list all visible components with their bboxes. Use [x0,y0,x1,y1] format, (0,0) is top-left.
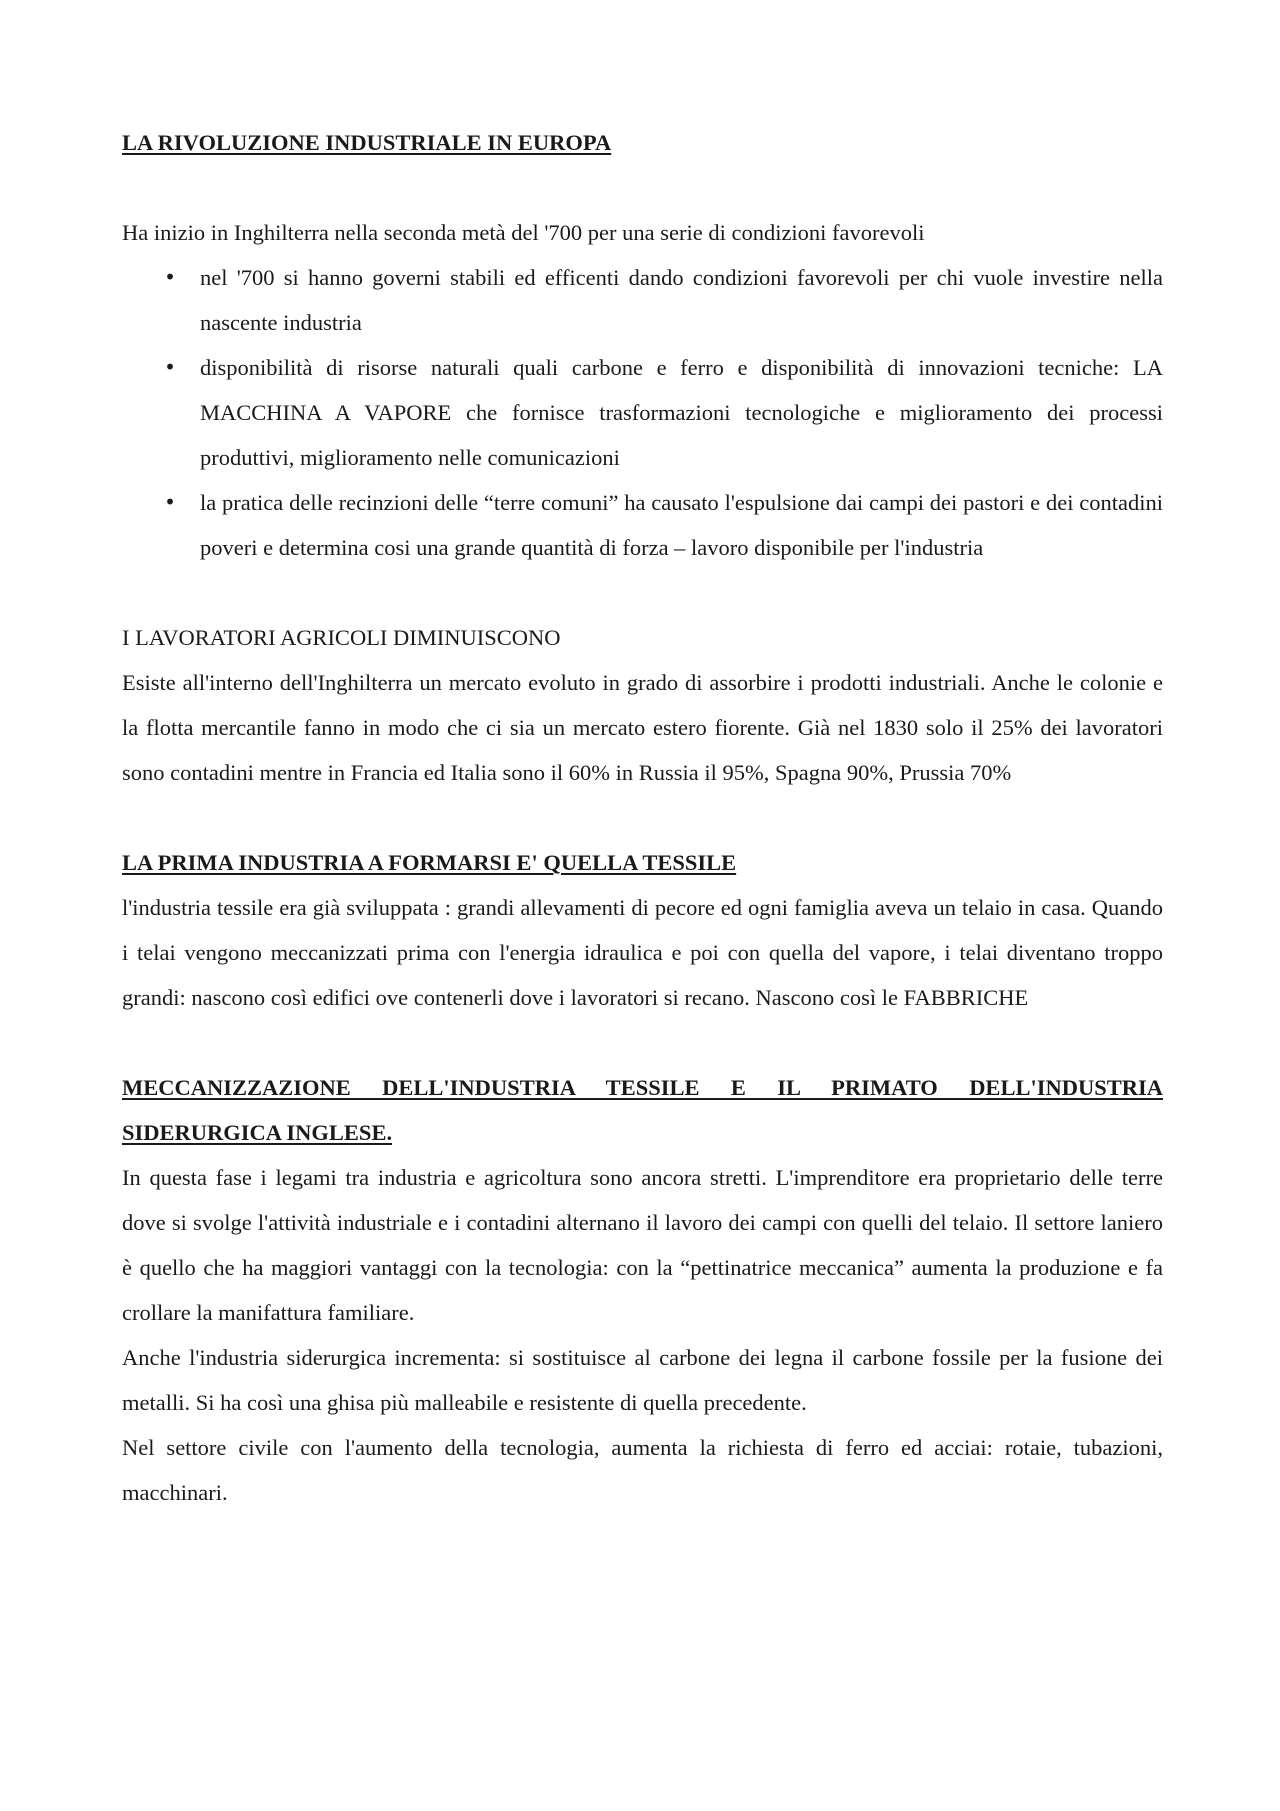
spacer [122,570,1163,615]
section-heading-textile: LA PRIMA INDUSTRIA A FORMARSI E' QUELLA TESSILE [122,850,737,875]
section-paragraph-agriculture-links: In questa fase i legami tra industria e agricoltura sono ancora stretti. L'imprenditore era proprietario delle terre dove si svolge l'attività industriale e i contadini alternano il lavoro dei campi con quelli del telaio. Il settore laniero è quello che ha maggiori vantaggi con la tecnologia: con la “pettinatrice meccanica” aumenta la produzione e fa crollare la manifattura familiare. [122,1165,1163,1325]
section-heading-agricultural-workers: I LAVORATORI AGRICOLI DIMINUISCONO [122,625,561,650]
list-item [122,255,1163,345]
list-item-text: nel '700 si hanno governi stabili ed efficenti dando condizioni favorevoli per chi vuole investire nella nascente industria [200,265,1163,335]
bullet-icon: • [164,355,176,379]
spacer [122,795,1163,840]
section-heading-mechanization: MECCANIZZAZIONE DELL'INDUSTRIA TESSILE E IL PRIMATO DELL'INDUSTRIA SIDERURGICA INGLESE. [122,1075,1163,1145]
intro-paragraph: Ha inizio in Inghilterra nella seconda metà del '700 per una serie di condizioni favorevoli [122,220,925,245]
list-item [122,480,1163,570]
conditions-list [122,255,1163,570]
list-item [122,345,1163,480]
document-body [122,120,1163,1515]
spacer [122,165,1163,210]
spacer [122,1020,1163,1065]
list-item-text: la pratica delle recinzioni delle “terre comuni” ha causato l'espulsione dai campi dei pastori e dei contadini poveri e determina cosi una grande quantità di forza – lavoro disponibile per l'industria [200,490,1163,560]
section-paragraph-market: Esiste all'interno dell'Inghilterra un mercato evoluto in grado di assorbire i prodotti industriali. Anche le colonie e la flotta mercantile fanno in modo che ci sia un mercato estero fiorente. Già nel 1830 solo il 25% dei lavoratori sono contadini mentre in Francia ed Italia sono il 60% in Russia il 95%, Spagna 90%, Prussia 70% [122,670,1163,785]
section-paragraph-civil-sector: Nel settore civile con l'aumento della tecnologia, aumenta la richiesta di ferro ed acciai: rotaie, tubazioni, macchinari. [122,1435,1163,1505]
bullet-icon: • [164,265,176,289]
list-item-text: disponibilità di risorse naturali quali carbone e ferro e disponibilità di innovazioni tecniche: LA MACCHINA A VAPORE che fornisce trasformazioni tecnologiche e miglioramento dei processi produttivi, miglioramento nelle comunicazioni [200,355,1163,470]
bullet-icon: • [164,490,176,514]
section-paragraph-textile: l'industria tessile era già sviluppata : grandi allevamenti di pecore ed ogni famiglia aveva un telaio in casa. Quando i telai vengono meccanizzati prima con l'energia idraulica e poi con quella del vapore, i telai diventano troppo grandi: nascono così edifici ove contenerli dove i lavoratori si recano. Nascono così le FABBRICHE [122,895,1163,1010]
section-paragraph-steel-industry: Anche l'industria siderurgica incrementa: si sostituisce al carbone dei legna il carbone fossile per la fusione dei metalli. Si ha così una ghisa più malleabile e resistente di quella precedente. [122,1345,1163,1415]
document-title: LA RIVOLUZIONE INDUSTRIALE IN EUROPA [122,130,612,155]
